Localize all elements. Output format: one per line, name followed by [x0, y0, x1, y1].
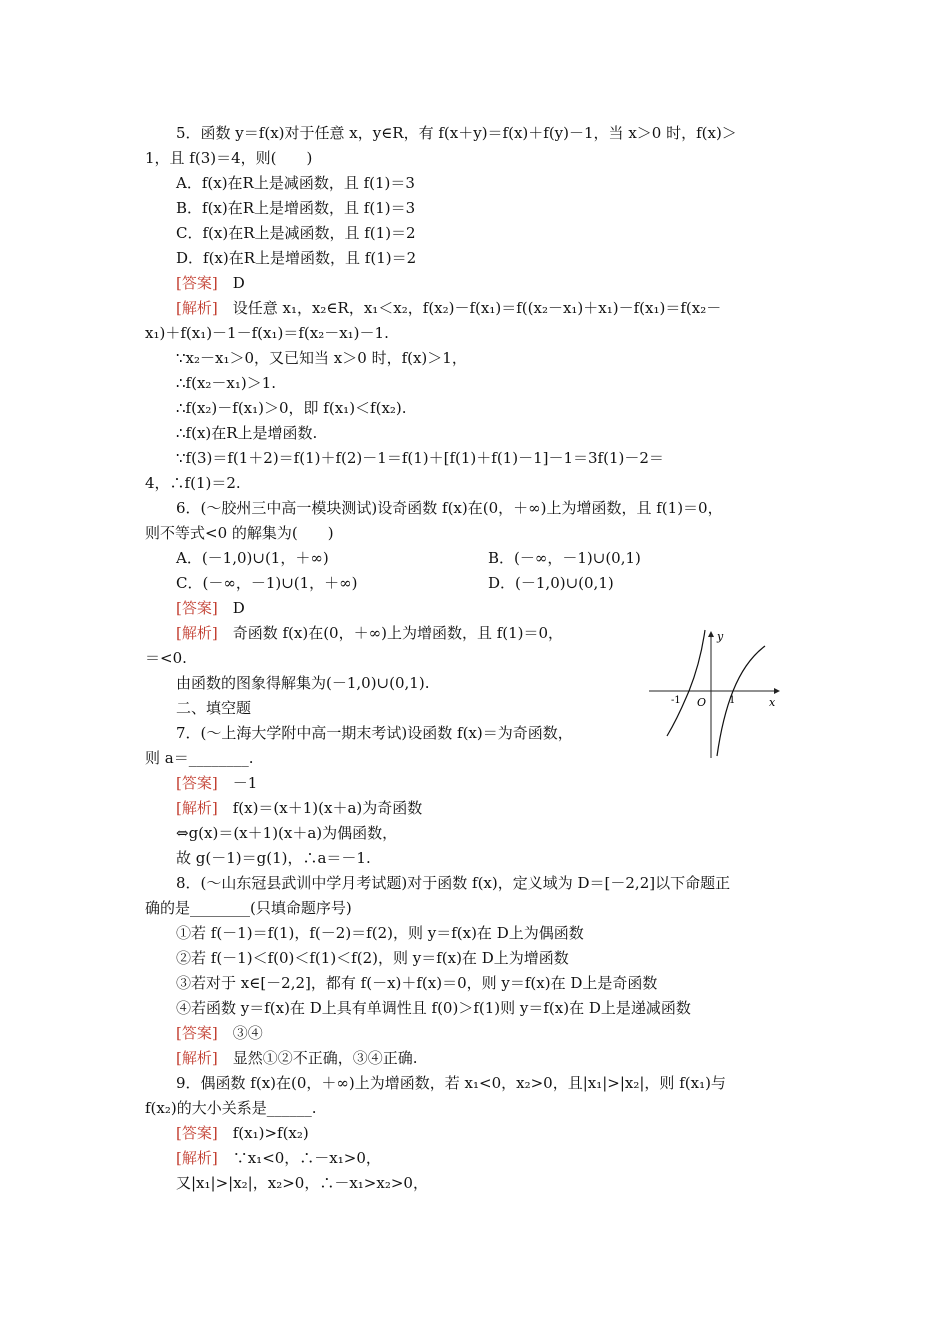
line-text: 1，且 f(3)＝4，则( ) — [145, 149, 313, 167]
text-line — [176, 1173, 428, 1193]
line-text: A．f(x)在R上是减函数，且 f(1)＝3 — [176, 174, 415, 192]
text-line — [145, 1098, 317, 1118]
line-text: A．(－1,0)∪(1，＋∞) — [176, 549, 329, 567]
line-text: 设任意 x₁，x₂∈R，x₁＜x₂，f(x₂)－f(x₁)＝f((x₂－x₁)＋x₁)－f(x₁)＝f(x₂－ — [217, 299, 722, 317]
line-text: ∵x₂－x₁＞0，又已知当 x＞0 时，f(x)＞1， — [176, 349, 467, 367]
text-line — [145, 323, 389, 343]
tick-neg-one: -1 — [671, 695, 681, 706]
line-text: 5．函数 y＝f(x)对于任意 x，y∈R，有 f(x＋y)＝f(x)＋f(y)－1，当 x＞0 时，f(x)＞ — [176, 124, 737, 142]
analysis-tag: [解析] — [176, 624, 218, 642]
option-right-column: D．(－1,0)∪(0,1) — [488, 574, 614, 592]
text-line — [176, 248, 416, 268]
text-line — [145, 898, 352, 918]
analysis-tag: [解析] — [176, 1049, 218, 1067]
text-line — [176, 173, 415, 193]
text-line — [176, 873, 730, 893]
text-line — [176, 198, 415, 218]
y-axis-label: y — [717, 630, 724, 643]
text-line — [176, 398, 407, 418]
analysis-tag: [解析] — [176, 1149, 218, 1167]
answer-tag: [答案] — [176, 599, 218, 617]
line-text: f(x₁)>f(x₂) — [217, 1124, 309, 1142]
text-line — [176, 973, 657, 993]
text-line — [176, 448, 664, 468]
line-text: f(x₂)的大小关系是______. — [145, 1099, 317, 1117]
line-text: ⇔g(x)＝(x＋1)(x＋a)为偶函数， — [176, 824, 398, 842]
line-text: 确的是________(只填命题序号) — [145, 899, 352, 917]
text-line — [176, 923, 584, 943]
line-text: D — [217, 599, 245, 617]
line-text: ∴f(x)在R上是增函数. — [176, 424, 318, 442]
text-line — [176, 673, 429, 693]
line-text: 6．(～胶州三中高一模块测试)设奇函数 f(x)在(0，＋∞)上为增函数，且 f(1)＝0， — [176, 499, 723, 517]
origin-label: O — [697, 696, 707, 709]
line-text: ④若函数 y＝f(x)在 D上具有单调性且 f(0)＞f(1)则 y＝f(x)在 D上是递减函数 — [176, 999, 691, 1017]
line-text: 故 g(－1)＝g(1)，∴a＝－1. — [176, 849, 371, 867]
curve-left — [667, 630, 705, 736]
text-line — [176, 548, 329, 568]
line-text: C．f(x)在R上是减函数，且 f(1)＝2 — [176, 224, 416, 242]
text-line — [176, 798, 422, 818]
line-text: ∴f(x₂－x₁)＞1. — [176, 374, 277, 392]
line-text: 4，∴f(1)＝2. — [145, 474, 241, 492]
line-text: ③若对于 x∈[－2,2]，都有 f(－x)＋f(x)＝0，则 y＝f(x)在 D上是奇函数 — [176, 974, 658, 992]
option-right-column: B．(－∞，－1)∪(0,1) — [488, 549, 641, 567]
text-line — [176, 348, 467, 368]
text-line — [176, 1023, 263, 1043]
text-line — [176, 848, 371, 868]
line-text: C．(－∞，－1)∪(1，＋∞) — [176, 574, 358, 592]
text-line — [176, 598, 245, 618]
x-axis-label: x — [769, 696, 776, 709]
text-line — [176, 773, 257, 793]
curve-right — [717, 646, 765, 756]
line-text: ②若 f(－1)＜f(0)＜f(1)＜f(2)，则 y＝f(x)在 D上为增函数 — [176, 949, 569, 967]
tick-one: 1 — [729, 695, 736, 706]
line-text: 又|x₁|>|x₂|，x₂>0，∴－x₁>x₂>0， — [176, 1174, 428, 1192]
line-text: f(x)＝(x＋1)(x＋a)为奇函数 — [217, 799, 423, 817]
text-line — [145, 148, 312, 168]
line-text: 由函数的图象得解集为(－1,0)∪(0,1). — [176, 674, 430, 692]
text-line — [176, 423, 317, 443]
line-text: x₁)＋f(x₁)－1－f(x₁)＝f(x₂－x₁)－1. — [145, 324, 389, 342]
line-text: ∴f(x₂)－f(x₁)＞0，即 f(x₁)＜f(x₂). — [176, 399, 407, 417]
answer-tag: [答案] — [176, 774, 218, 792]
text-line — [176, 698, 251, 718]
text-line — [145, 473, 241, 493]
line-text: 7．(～上海大学附中高一期末考试)设函数 f(x)＝为奇函数， — [176, 724, 573, 742]
line-text: 奇函数 f(x)在(0，＋∞)上为增函数，且 f(1)＝0， — [217, 624, 564, 642]
answer-tag: [答案] — [176, 274, 218, 292]
text-line — [176, 373, 276, 393]
line-text: D．f(x)在R上是增函数，且 f(1)＝2 — [176, 249, 417, 267]
answer-tag: [答案] — [176, 1024, 218, 1042]
text-line — [145, 523, 334, 543]
text-line — [145, 748, 253, 768]
text-line — [176, 273, 245, 293]
answer-tag: [答案] — [176, 1124, 218, 1142]
line-text: D — [217, 274, 245, 292]
function-graph — [645, 628, 785, 760]
text-line — [176, 123, 737, 143]
line-text: 则 a＝________. — [145, 749, 254, 767]
line-text: ＝<0. — [145, 649, 187, 667]
line-text: 二、填空题 — [176, 699, 252, 717]
line-text: 8．(～山东冠县武训中学月考试题)对于函数 f(x)，定义域为 D＝[－2,2]以下命题正 — [176, 874, 731, 892]
line-text: B．f(x)在R上是增函数，且 f(1)＝3 — [176, 199, 416, 217]
text-line — [176, 823, 397, 843]
text-line — [176, 298, 721, 318]
text-line — [176, 1073, 726, 1093]
text-line — [176, 948, 569, 968]
text-line — [145, 648, 187, 668]
analysis-tag: [解析] — [176, 799, 218, 817]
text-line — [176, 1148, 381, 1168]
line-text: 9．偶函数 f(x)在(0，＋∞)上为增函数，若 x₁<0，x₂>0，且|x₁|>|x₂|，则 f(x₁)与 — [176, 1074, 726, 1092]
line-text: ①若 f(－1)＝f(1)，f(－2)＝f(2)，则 y＝f(x)在 D上为偶函数 — [176, 924, 584, 942]
text-line — [176, 498, 723, 518]
text-line — [176, 723, 573, 743]
line-text: ∵x₁<0，∴－x₁>0， — [217, 1149, 381, 1167]
text-line — [176, 1123, 309, 1143]
line-text: 显然①②不正确，③④正确. — [217, 1049, 418, 1067]
text-line — [176, 1048, 418, 1068]
text-line — [176, 223, 416, 243]
text-line — [176, 573, 358, 593]
line-text: ∵f(3)＝f(1＋2)＝f(1)＋f(2)－1＝f(1)＋[f(1)＋f(1)－1]－1＝3f(1)－2＝ — [176, 449, 664, 467]
text-line — [176, 998, 691, 1018]
line-text: 则不等式<0 的解集为( ) — [145, 524, 334, 542]
line-text: ③④ — [217, 1024, 263, 1042]
line-text: －1 — [217, 774, 258, 792]
analysis-tag: [解析] — [176, 299, 218, 317]
text-line — [176, 623, 563, 643]
